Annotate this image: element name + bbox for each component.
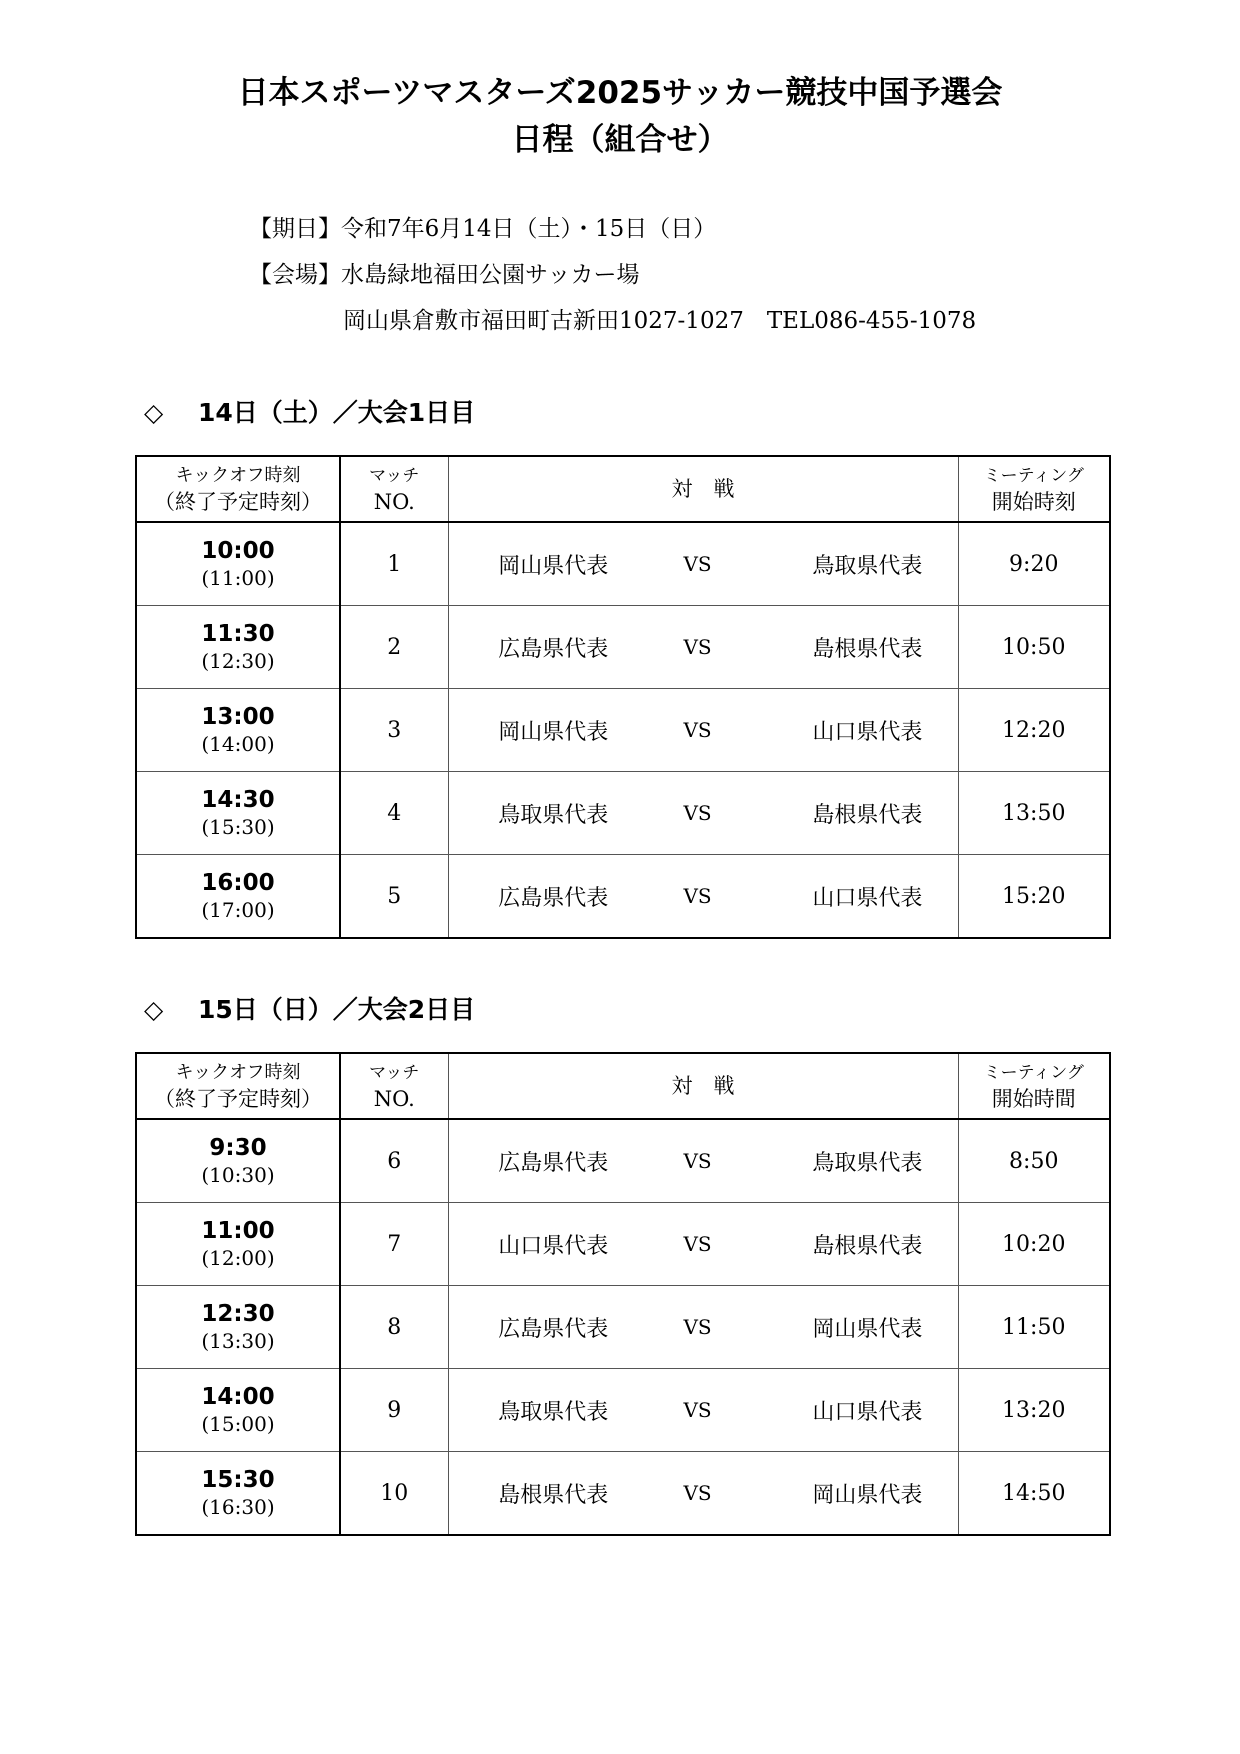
match-no: 4 (340, 772, 448, 855)
match-cell (448, 606, 958, 689)
header-match-no: マッチ NO. (340, 456, 448, 522)
kickoff-cell: 10:00 (11:00) (136, 522, 340, 606)
team-b: 島根県代表 (812, 636, 923, 662)
diamond-icon: ◇ (144, 995, 164, 1024)
match-cell (448, 1369, 958, 1452)
meeting-time: 15:20 (958, 855, 1110, 939)
venue-label: 【会場】 (249, 262, 341, 288)
meeting-time: 8:50 (958, 1119, 1110, 1203)
address-line: 岡山県倉敷市福田町古新田1027-1027 TEL086-455-1078 (343, 308, 977, 334)
match-cell (448, 1119, 958, 1203)
date-label: 【期日】 (249, 216, 341, 242)
team-b: 岡山県代表 (812, 1482, 923, 1508)
team-b: 山口県代表 (812, 885, 923, 911)
table-row (136, 606, 1110, 689)
day1-heading-text: 14日（土）／大会1日目 (198, 398, 476, 427)
team-a: 山口県代表 (498, 1233, 609, 1259)
table-row (136, 1286, 1110, 1369)
match-no: 3 (340, 689, 448, 772)
meeting-time: 10:20 (958, 1203, 1110, 1286)
kickoff-cell: 11:30 (12:30) (136, 606, 340, 689)
vs-label: VS (683, 718, 712, 742)
match-no: 10 (340, 1452, 448, 1536)
meeting-time: 13:50 (958, 772, 1110, 855)
vs-label: VS (683, 635, 712, 659)
diamond-icon: ◇ (144, 398, 164, 427)
vs-label: VS (683, 884, 712, 908)
day2-heading-text: 15日（日）／大会2日目 (198, 995, 476, 1024)
team-b: 鳥取県代表 (812, 553, 923, 579)
match-no: 6 (340, 1119, 448, 1203)
match-cell (448, 1452, 958, 1536)
day2-heading (144, 994, 475, 1026)
team-b: 岡山県代表 (812, 1316, 923, 1342)
kickoff-cell: 15:30 (16:30) (136, 1452, 340, 1536)
header-meeting: ミーティング 開始時刻 (958, 456, 1110, 522)
vs-label: VS (683, 1315, 712, 1339)
date-value: 令和7年6月14日（土）・15日（日） (341, 216, 717, 242)
day1-heading (144, 397, 475, 429)
team-a: 広島県代表 (498, 636, 609, 662)
match-no: 1 (340, 522, 448, 606)
team-a: 鳥取県代表 (498, 802, 609, 828)
kickoff-cell: 9:30 (10:30) (136, 1119, 340, 1203)
kickoff-cell: 13:00 (14:00) (136, 689, 340, 772)
team-b: 山口県代表 (812, 1399, 923, 1425)
kickoff-cell: 14:30 (15:30) (136, 772, 340, 855)
vs-label: VS (683, 1232, 712, 1256)
match-cell (448, 1203, 958, 1286)
table-row (136, 1369, 1110, 1452)
table-row (136, 689, 1110, 772)
team-b: 島根県代表 (812, 1233, 923, 1259)
vs-label: VS (683, 1481, 712, 1505)
kickoff-cell: 16:00 (17:00) (136, 855, 340, 939)
day2-schedule-table (135, 1052, 1111, 1536)
table-header-row (136, 1053, 1110, 1119)
match-cell (448, 689, 958, 772)
vs-label: VS (683, 1149, 712, 1173)
header-kickoff: キックオフ時刻 （終了予定時刻） (136, 1053, 340, 1119)
kickoff-cell: 14:00 (15:00) (136, 1369, 340, 1452)
vs-label: VS (683, 1398, 712, 1422)
meeting-time: 14:50 (958, 1452, 1110, 1536)
day1-schedule-table (135, 455, 1111, 939)
team-b: 山口県代表 (812, 719, 923, 745)
team-a: 岡山県代表 (498, 719, 609, 745)
table-row (136, 1203, 1110, 1286)
match-no: 7 (340, 1203, 448, 1286)
match-cell (448, 1286, 958, 1369)
date-line (249, 214, 716, 244)
match-cell (448, 772, 958, 855)
match-no: 5 (340, 855, 448, 939)
table-header-row (136, 456, 1110, 522)
team-b: 島根県代表 (812, 802, 923, 828)
page-subtitle: 日程（組合せ） (511, 122, 729, 158)
header-match-no: マッチ NO. (340, 1053, 448, 1119)
match-no: 2 (340, 606, 448, 689)
header-versus: 対 戦 (448, 1053, 958, 1119)
team-a: 鳥取県代表 (498, 1399, 609, 1425)
team-a: 広島県代表 (498, 1150, 609, 1176)
meeting-time: 9:20 (958, 522, 1110, 606)
table-row (136, 772, 1110, 855)
venue-line (249, 260, 640, 290)
header-meeting: ミーティング 開始時間 (958, 1053, 1110, 1119)
kickoff-cell: 12:30 (13:30) (136, 1286, 340, 1369)
team-a: 広島県代表 (498, 1316, 609, 1342)
header-kickoff: キックオフ時刻 （終了予定時刻） (136, 456, 340, 522)
page-title: 日本スポーツマスターズ2025サッカー競技中国予選会 (237, 75, 1003, 111)
meeting-time: 11:50 (958, 1286, 1110, 1369)
table-row (136, 855, 1110, 939)
table-row (136, 1452, 1110, 1536)
team-b: 鳥取県代表 (812, 1150, 923, 1176)
match-no: 9 (340, 1369, 448, 1452)
vs-label: VS (683, 552, 712, 576)
vs-label: VS (683, 801, 712, 825)
kickoff-cell: 11:00 (12:00) (136, 1203, 340, 1286)
venue-value: 水島緑地福田公園サッカー場 (341, 262, 640, 288)
match-cell (448, 855, 958, 939)
table-row (136, 522, 1110, 606)
meeting-time: 13:20 (958, 1369, 1110, 1452)
table-row (136, 1119, 1110, 1203)
team-a: 広島県代表 (498, 885, 609, 911)
match-no: 8 (340, 1286, 448, 1369)
meeting-time: 10:50 (958, 606, 1110, 689)
team-a: 岡山県代表 (498, 553, 609, 579)
header-versus: 対 戦 (448, 456, 958, 522)
match-cell (448, 522, 958, 606)
team-a: 島根県代表 (498, 1482, 609, 1508)
meeting-time: 12:20 (958, 689, 1110, 772)
